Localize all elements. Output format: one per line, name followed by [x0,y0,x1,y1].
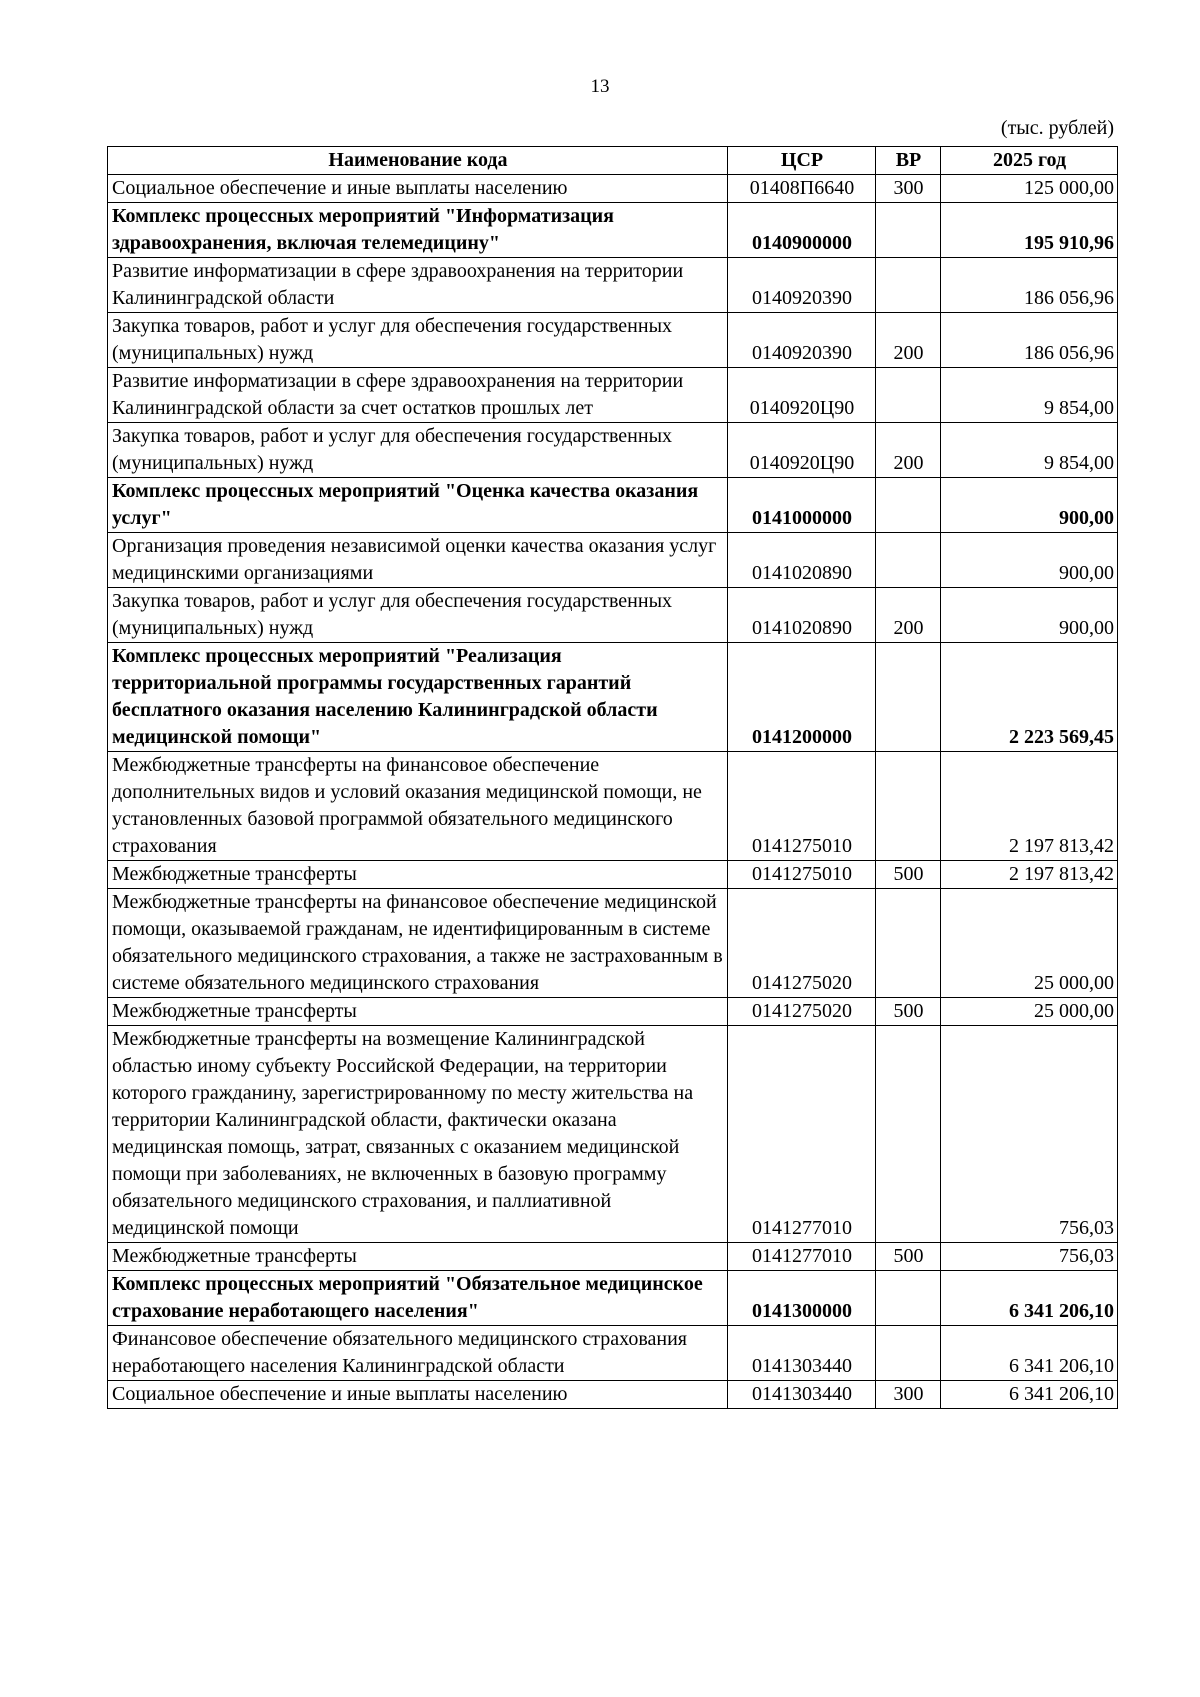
row-vr [876,258,941,313]
row-csr: 0140920Ц90 [728,368,876,423]
table-row [108,1243,1118,1271]
budget-table [107,146,1118,1409]
row-name: Развитие информатизации в сфере здравоохранения на территории Калининградской области за счет остатков прошлых лет [108,368,728,423]
row-csr: 0140920Ц90 [728,423,876,478]
units-label: (тыс. рублей) [1000,117,1114,139]
row-name: Комплекс процессных мероприятий "Обязательное медицинское страхование неработающего населения" [108,1271,728,1326]
row-sum: 6 341 206,10 [941,1326,1118,1381]
row-csr: 0141300000 [728,1271,876,1326]
row-name: Межбюджетные трансферты [108,1243,728,1271]
row-csr: 0141275020 [728,998,876,1026]
row-sum: 2 197 813,42 [941,861,1118,889]
row-sum: 900,00 [941,588,1118,643]
row-vr [876,752,941,861]
row-vr [876,1326,941,1381]
row-vr: 200 [876,423,941,478]
row-sum: 186 056,96 [941,313,1118,368]
row-vr [876,203,941,258]
row-csr: 0141020890 [728,588,876,643]
row-vr [876,643,941,752]
row-vr [876,368,941,423]
row-name: Комплекс процессных мероприятий "Реализация территориальной программы государственных гарантий бесплатного оказания населению Калининградской области медицинской помощи" [108,643,728,752]
row-name: Межбюджетные трансферты на возмещение Калининградской областью иному субъекту Российской Федерации, на территории которого гражданину, зарегистрированному по месту жительства на территории Калининградской области, фактически оказана медицинская помощь, затрат, связанных с оказанием медицинской помощи при заболеваниях, не включенных в базовую программу обязательного медицинского страхования, и паллиативной медицинской помощи [108,1026,728,1243]
row-sum: 2 197 813,42 [941,752,1118,861]
row-vr: 300 [876,1381,941,1409]
row-csr: 01408П6640 [728,175,876,203]
row-csr: 0141275010 [728,861,876,889]
table-row [108,313,1118,368]
header-name: Наименование кода [108,147,728,175]
row-sum: 756,03 [941,1243,1118,1271]
row-vr: 500 [876,861,941,889]
table-row [108,368,1118,423]
row-sum: 125 000,00 [941,175,1118,203]
row-sum: 25 000,00 [941,998,1118,1026]
row-name: Межбюджетные трансферты на финансовое обеспечение дополнительных видов и условий оказания медицинской помощи, не установленных базовой программой обязательного медицинского страхования [108,752,728,861]
row-vr: 200 [876,313,941,368]
row-csr: 0141275020 [728,889,876,998]
table-row [108,533,1118,588]
table-row [108,1271,1118,1326]
row-vr [876,889,941,998]
row-name: Межбюджетные трансферты [108,998,728,1026]
row-sum: 6 341 206,10 [941,1271,1118,1326]
table-row [108,998,1118,1026]
table-header-row [108,147,1118,175]
row-vr: 200 [876,588,941,643]
header-vr: ВР [876,147,941,175]
row-name: Организация проведения независимой оценки качества оказания услуг медицинскими организациями [108,533,728,588]
row-vr [876,478,941,533]
row-sum: 195 910,96 [941,203,1118,258]
table-row [108,423,1118,478]
row-name: Развитие информатизации в сфере здравоохранения на территории Калининградской области [108,258,728,313]
row-name: Закупка товаров, работ и услуг для обеспечения государственных (муниципальных) нужд [108,588,728,643]
page-number: 13 [590,76,610,97]
row-csr: 0141020890 [728,533,876,588]
table-row [108,1026,1118,1243]
row-vr: 300 [876,175,941,203]
header-sum: 2025 год [941,147,1118,175]
row-sum: 9 854,00 [941,368,1118,423]
row-name: Финансовое обеспечение обязательного медицинского страхования неработающего населения Калининградской области [108,1326,728,1381]
row-sum: 6 341 206,10 [941,1381,1118,1409]
row-name: Закупка товаров, работ и услуг для обеспечения государственных (муниципальных) нужд [108,423,728,478]
row-csr: 0141277010 [728,1243,876,1271]
row-sum: 25 000,00 [941,889,1118,998]
table-row [108,203,1118,258]
row-vr [876,1026,941,1243]
table-row [108,889,1118,998]
row-csr: 0141303440 [728,1326,876,1381]
table-row [108,478,1118,533]
table-row [108,643,1118,752]
table-row [108,175,1118,203]
row-name: Закупка товаров, работ и услуг для обеспечения государственных (муниципальных) нужд [108,313,728,368]
row-csr: 0140920390 [728,313,876,368]
row-csr: 0141303440 [728,1381,876,1409]
row-name: Комплекс процессных мероприятий "Информатизация здравоохранения, включая телемедицину" [108,203,728,258]
row-csr: 0140920390 [728,258,876,313]
row-sum: 186 056,96 [941,258,1118,313]
row-name: Социальное обеспечение и иные выплаты населению [108,1381,728,1409]
table-row [108,752,1118,861]
row-csr: 0141200000 [728,643,876,752]
row-name: Социальное обеспечение и иные выплаты населению [108,175,728,203]
table-row [108,1381,1118,1409]
row-sum: 2 223 569,45 [941,643,1118,752]
row-sum: 900,00 [941,533,1118,588]
table-row [108,1326,1118,1381]
row-csr: 0140900000 [728,203,876,258]
row-vr: 500 [876,998,941,1026]
row-vr [876,1271,941,1326]
row-csr: 0141275010 [728,752,876,861]
row-vr [876,533,941,588]
row-name: Межбюджетные трансферты [108,861,728,889]
table-row [108,861,1118,889]
row-name: Межбюджетные трансферты на финансовое обеспечение медицинской помощи, оказываемой гражданам, не идентифицированным в системе обязательного медицинского страхования, а также не застрахованным в системе обязательного медицинского страхования [108,889,728,998]
table-row [108,588,1118,643]
row-vr: 500 [876,1243,941,1271]
row-sum: 9 854,00 [941,423,1118,478]
table-body [108,175,1118,1409]
row-csr: 0141277010 [728,1026,876,1243]
row-csr: 0141000000 [728,478,876,533]
header-csr: ЦСР [728,147,876,175]
row-name: Комплекс процессных мероприятий "Оценка качества оказания услуг" [108,478,728,533]
row-sum: 756,03 [941,1026,1118,1243]
row-sum: 900,00 [941,478,1118,533]
table-row [108,258,1118,313]
